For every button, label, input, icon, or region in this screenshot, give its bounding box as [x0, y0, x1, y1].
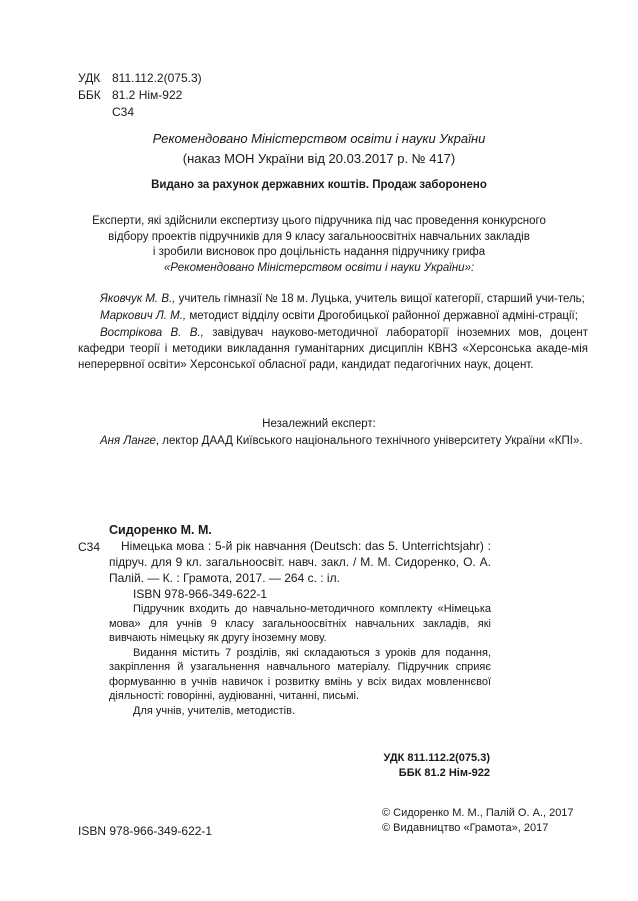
copyright-publisher: © Видавництво «Грамота», 2017 [382, 822, 549, 834]
bibliography-author: Сидоренко М. М. [109, 523, 212, 537]
experts-intro-line-2: відбору проектів підручників для 9 класу загальноосвітніх навчальних закладів [108, 230, 530, 243]
expert-name: Яковчук М. В., [100, 293, 176, 305]
expert-description: учитель гімназії № 18 м. Луцька, учитель вищої категорії, старший учи-тель; [175, 293, 585, 305]
recommendation-line-1: Рекомендовано Міністерством освіти і науки України [152, 131, 486, 146]
udk-row [78, 70, 202, 87]
sale-notice: Видано за рахунок державних коштів. Продаж заборонено [151, 179, 487, 191]
expert-name: Маркович Л. М., [100, 310, 187, 322]
independent-expert [78, 433, 588, 449]
recommendation-line-2: (наказ МОН України від 20.03.2017 р. № 417) [182, 151, 456, 166]
author-mark-row [78, 104, 202, 121]
experts-intro [80, 214, 558, 276]
expert-name: Вострікова В. В., [100, 327, 204, 339]
copyright [382, 806, 574, 836]
expert-description: методист відділу освіти Дрогобицької районної державної адміні-страції; [186, 310, 578, 322]
independent-expert-description: , лектор ДААД Київського національного технічного університету України «КПІ». [155, 435, 583, 447]
experts-intro-line-4: «Рекомендовано Міністерством освіти і науки України»: [163, 261, 475, 274]
bbk-value: 81.2 Нім-922 [112, 88, 183, 102]
bibliography-codes [300, 751, 490, 781]
bbk-label: ББК [78, 88, 101, 102]
experts-list [78, 291, 588, 374]
bibliography-annotation-1: Підручник входить до навчально-методичного комплекту «Німецька мова» для учнів 9 класу загальноосвітніх навчальних закладів, які вивчають німецьку як другу іноземну мову. [109, 603, 491, 644]
bibliography-audience: Для учнів, учителів, методистів. [133, 704, 295, 717]
copyright-authors: © Сидоренко М. М., Палій О. А., 2017 [382, 807, 574, 819]
independent-expert-title: Незалежний експерт: [262, 418, 376, 430]
expert-description: завідувач науково-методичної лабораторії іноземних мов, доцент кафедри теорії і методики викладання гуманітарних дисциплін КВНЗ «Херсонська акаде-мія неперервної освіти» Херсонської обласної ради, кандидат педагогічних наук, доцент. [78, 327, 588, 371]
bbk-row [78, 87, 202, 104]
independent-expert-name: Аня Ланге [100, 435, 156, 447]
expert-entry [78, 308, 588, 324]
bibliography-annotation-2: Видання містить 7 розділів, які складаються з уроків для подання, закріплення й узагальнення навчального матеріалу. Підручник сприяє формуванню в учнів навичок і розвитку вмінь у всіх видах мовленнєвої діяльності: говорінні, аудіюванні, читанні, письмі. [109, 646, 491, 702]
expert-entry [78, 291, 588, 307]
bibliography-code: С34 [78, 540, 101, 554]
udk-label: УДК [78, 71, 101, 85]
bibliography-title: Німецька мова : 5-й рік навчання (Deutsch: das 5. Unterrichtsjahr) : підруч. для 9 кл. загальноосвіт. навч. закл. / М. М. Сидоренко, О. А. Палій. — К. : Грамота, 2017. — 264 с. : іл. [109, 539, 491, 585]
udk-value: 811.112.2(075.3) [112, 71, 202, 85]
experts-intro-line-3: і зробили висновок про доцільність надання підручнику грифа [152, 246, 486, 258]
experts-intro-line-1: Експерти, які здійснили експертизу цього підручника під час проведення конкурсного [92, 215, 546, 227]
bibliography-isbn: ISBN 978-966-349-622-1 [133, 587, 268, 601]
footer-isbn: ISBN 978-966-349-622-1 [78, 824, 213, 838]
bibliographic-record [109, 522, 491, 718]
bibliography-bbk: ББК 81.2 Нім-922 [398, 767, 490, 779]
bibliography-udk: УДК 811.112.2(075.3) [383, 752, 490, 764]
author-mark: С34 [112, 105, 135, 119]
expert-entry [78, 325, 588, 373]
classification-codes [78, 70, 202, 121]
